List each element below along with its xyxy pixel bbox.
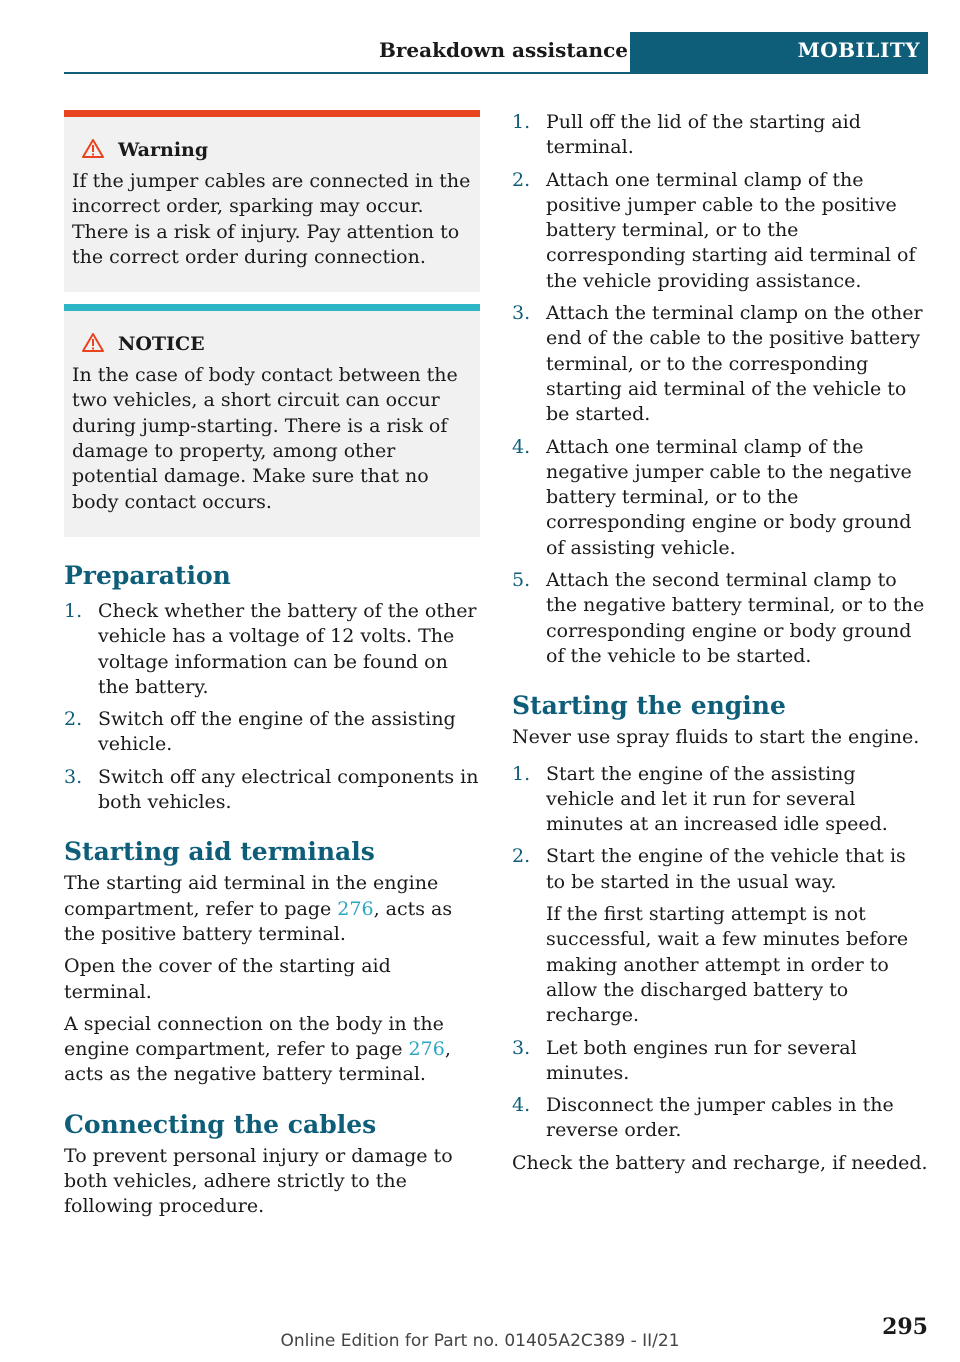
step-text: Disconnect the jumper cables in the reverse order.	[546, 1094, 894, 1142]
terminals-paragraph-3: A special connection on the body in the engine compartment, refer to page 276, acts as the negative battery terminal.	[64, 1012, 451, 1086]
connecting-intro: To prevent personal injury or damage to both vehicles, adhere strictly to the following procedure.	[64, 1144, 453, 1218]
step-text: Attach one terminal clamp of the negative jumper cable to the negative battery terminal, or to the corresponding engine or body ground of assisting vehicle.	[546, 435, 912, 559]
step-number: 4.	[512, 1094, 531, 1117]
page-header	[64, 32, 928, 74]
list-item	[512, 762, 928, 838]
list-item	[512, 1093, 928, 1144]
list-item	[512, 1036, 928, 1087]
warning-title-text: Warning	[118, 139, 209, 161]
list-item	[512, 168, 928, 294]
section-title: Breakdown assistance	[378, 38, 628, 62]
starting-heading: Starting the engine	[512, 691, 786, 721]
step-text: Let both engines run for several minutes.	[546, 1036, 857, 1084]
list-item	[64, 765, 480, 816]
step-text: Attach the terminal clamp on the other end of the cable to the positive battery terminal, or to the corresponding starting aid terminal of the vehicle to be started.	[546, 302, 923, 426]
step-number: 3.	[512, 302, 531, 325]
notice-text: In the case of body contact between the two vehicles, a short circuit can occur during jump-starting. There is a risk of damage to property, among other potential damage. Make sure that no body contact occurs.	[72, 364, 458, 513]
connecting-heading: Connecting the cables	[64, 1109, 377, 1139]
page-link[interactable]: 276	[408, 1038, 445, 1061]
starting-outro: Check the battery and recharge, if needed.	[512, 1151, 928, 1174]
step-text: Start the engine of the vehicle that is to be started in the usual way.	[546, 845, 906, 893]
warning-triangle-icon	[82, 333, 104, 352]
starting-intro: Never use spray fluids to start the engine.	[512, 726, 920, 749]
preparation-list	[64, 599, 480, 815]
starting-list	[512, 762, 928, 1144]
step-text: Switch off any electrical components in both vehicles.	[98, 765, 479, 814]
edition-footer: Online Edition for Part no. 01405A2C389 - II/21	[280, 1331, 680, 1351]
step-text: Attach one terminal clamp of the positive jumper cable to the positive battery terminal, or to the corresponding starting aid terminal of the vehicle providing assistance.	[546, 168, 916, 292]
step-number: 2.	[512, 168, 531, 191]
list-item	[64, 707, 480, 758]
step-text: Attach the second terminal clamp to the negative battery terminal, or to the corresponding engine or body ground of the vehicle to be started.	[546, 569, 925, 667]
notice-title-text: NOTICE	[118, 333, 205, 356]
step-text: Check whether the battery of the other vehicle has a voltage of 12 volts. The voltage information can be found on the battery.	[98, 599, 477, 698]
step-number: 2.	[64, 708, 83, 731]
step-number: 4.	[512, 435, 531, 458]
chapter-tab: MOBILITY	[630, 32, 928, 72]
step-number: 2.	[512, 845, 531, 868]
list-item	[512, 301, 928, 427]
warning-text: If the jumper cables are connected in the incorrect order, sparking may occur. There is a risk of injury. Pay attention to the correct order during connection.	[72, 170, 471, 268]
step-number: 5.	[512, 569, 531, 592]
connecting-list	[512, 110, 928, 669]
list-item	[512, 568, 928, 669]
list-item	[512, 844, 928, 1028]
terminals-paragraph-1: The starting aid terminal in the engine compartment, refer to page 276, acts as the positive battery terminal.	[64, 872, 453, 945]
step-number: 3.	[512, 1036, 531, 1059]
list-item	[64, 599, 480, 700]
step-text: Switch off the engine of the assisting vehicle.	[98, 708, 456, 756]
warning-title	[82, 139, 472, 161]
step-note: If the first starting attempt is not successful, wait a few minutes before making another attempt in order to allow the discharged battery to recharge.	[546, 903, 909, 1027]
list-item	[512, 110, 928, 161]
step-number: 3.	[64, 765, 83, 788]
warning-triangle-icon	[82, 139, 104, 158]
page-number: 295	[882, 1314, 928, 1340]
step-number: 1.	[64, 599, 83, 622]
notice-title	[82, 333, 472, 355]
list-item	[512, 435, 928, 561]
step-number: 1.	[512, 762, 531, 785]
right-column	[512, 110, 928, 1176]
step-text: Start the engine of the assisting vehicle and let it run for several minutes at an increased idle speed.	[546, 762, 888, 836]
left-column	[64, 110, 480, 1220]
warning-box	[64, 110, 480, 292]
preparation-heading: Preparation	[64, 560, 231, 590]
step-number: 1.	[512, 111, 531, 133]
step-text: Pull off the lid of the starting aid terminal.	[546, 111, 861, 159]
terminals-paragraph-2: Open the cover of the starting aid terminal.	[64, 955, 391, 1003]
terminals-heading: Starting aid terminals	[64, 837, 375, 867]
notice-box	[64, 304, 480, 537]
page-link[interactable]: 276	[337, 897, 374, 920]
